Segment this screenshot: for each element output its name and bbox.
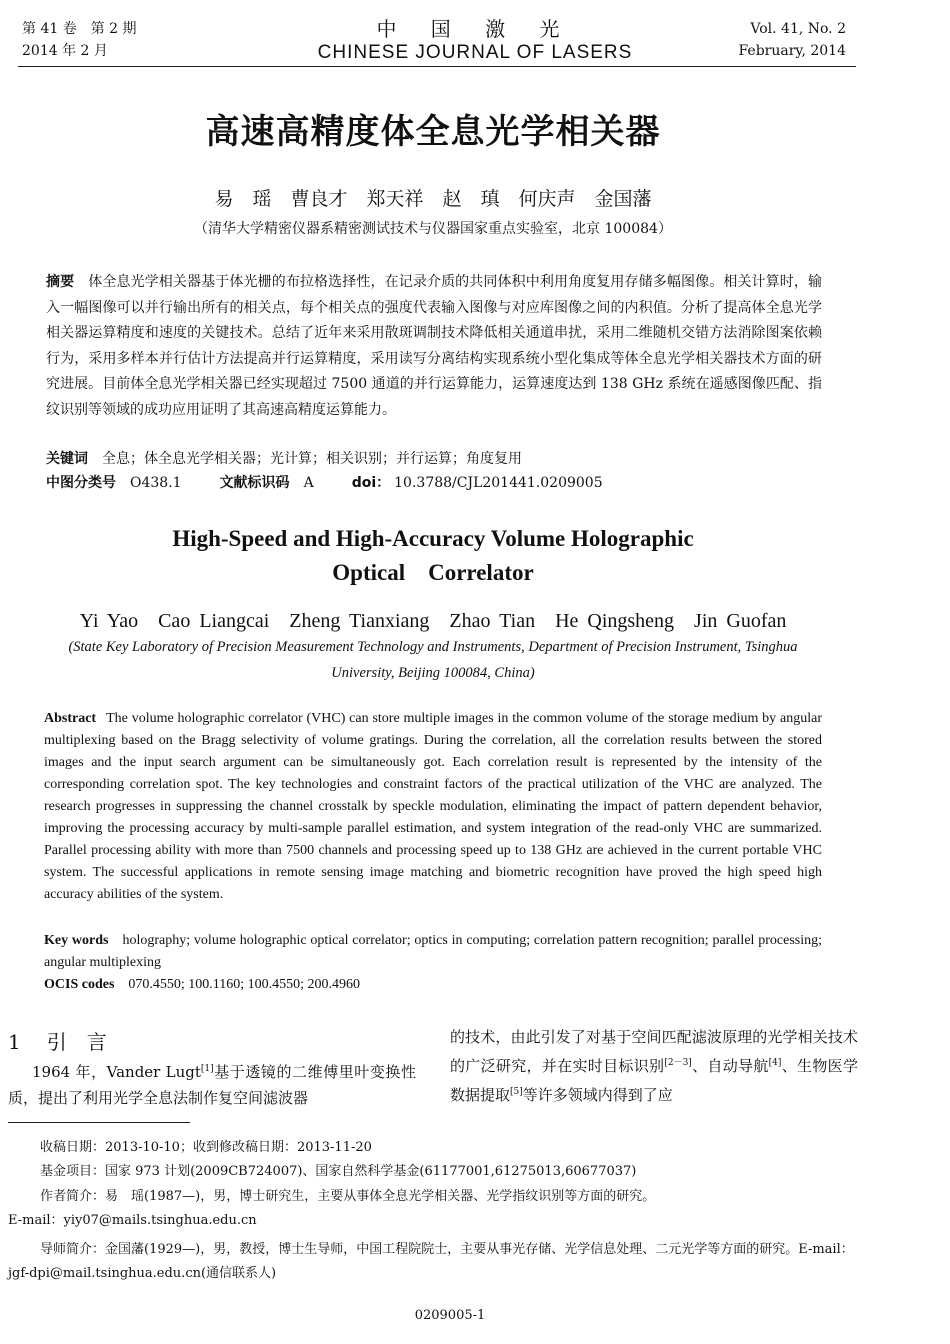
- keywords-zh: [46, 448, 822, 470]
- footnote-received-text: 收稿日期：2013-10-10；收到修改稿日期：2013-11-20: [40, 1140, 372, 1155]
- abstract-en-text: The volume holographic correlator (VHC) can store multiple images in the common volume of the storage medium by angular multiplexing based on the Bragg selectivity of volume gratings. During the correlation, all the correlation results between the stored images and the input search argument can be simultaneously got. Each correlation result is represented by the intensity of the corresponding correlation spot. The key technologies and constraint factors of the practical utilization of the VHC are analyzed. The research progresses in suppressing the channel crosstalk by speckle modulation, eliminating the impact of pattern dependent behavior, improving the processing accuracy by multi-sample parallel estimation, and system integration of the read-only VHC are summarized. Parallel processing ability with more than 7500 channels and processing speed up to 138 GHz are achieved in the current portable VHC system. The successful applications in remote sensing image matching and biometric recognition have proved the high speed high accuracy abilities of the system.: [44, 711, 822, 902]
- journal-title-en: CHINESE JOURNAL OF LASERS: [317, 42, 633, 63]
- intro-right-text-d: 等许多领域内得到了应: [522, 1086, 673, 1104]
- footnote-advisor-text: 导师简介：金国藩(1929—)，男，教授，博士生导师，中国工程院院士，主要从事光存储、光学信息处理、二元光学等方面的研究。E-mail：jgf-dpi@mail.tsinghua.edu.cn(通信联系人): [8, 1242, 854, 1281]
- intro-left-text-a: 1964 年，Vander Lugt: [32, 1063, 201, 1081]
- keywords-en-text: holography; volume holographic optical correlator; optics in computing; correlation pattern recognition; parallel processing; angular multiplexing: [44, 933, 822, 970]
- abstract-en: [44, 708, 822, 906]
- header-right: [738, 18, 846, 62]
- authors-zh: 易 瑶 曹良才 郑天祥 赵 瑱 何庆声 金国藩: [214, 188, 652, 210]
- paper-title-zh: 高速高精度体全息光学相关器: [205, 112, 661, 152]
- volume-en: Vol. 41, No. 2: [750, 21, 846, 37]
- keywords-en: [44, 930, 822, 974]
- doc-label: 文献标识码: [219, 475, 290, 491]
- affiliation-en: (State Key Laboratory of Precision Measurement Technology and Instruments, Department of Precision Instrument, Tsinghua University, Beijing 100084, China): [68, 639, 798, 681]
- section-heading: [8, 1026, 133, 1055]
- intro-left-text-b: 基于透镜的二维傅里叶变换性质，提出了利用光学全息法制作复空间滤波器: [8, 1063, 416, 1107]
- header-center: [270, 16, 680, 64]
- intro-right-text-b: 、自动导航: [691, 1057, 769, 1075]
- paper-title-en-line1: High-Speed and High-Accuracy Volume Holographic: [172, 526, 694, 551]
- footnote-received: [8, 1136, 868, 1160]
- footnote-fund: [8, 1160, 868, 1184]
- footnote-advisor: [8, 1238, 868, 1286]
- paper-title-en: [0, 522, 866, 590]
- clc-label: 中图分类号: [46, 475, 116, 491]
- journal-title-zh: 中 国 激 光: [376, 17, 574, 41]
- citation-5: [5]: [510, 1087, 523, 1097]
- footnote-author: [8, 1185, 868, 1233]
- section-number: 1: [8, 1030, 21, 1054]
- doc-value: A: [303, 475, 314, 491]
- citation-1: [1]: [200, 1064, 214, 1074]
- footnote-rule: [8, 1122, 190, 1123]
- header-left: [22, 18, 137, 62]
- date-zh: 2014 年 2 月: [22, 43, 108, 59]
- volume-zh: 第 41 卷 第 2 期: [22, 21, 137, 37]
- ocis-label: OCIS codes: [44, 977, 115, 992]
- abstract-zh: [46, 270, 822, 423]
- header-rule: [18, 66, 856, 67]
- keywords-zh-text: 全息；体全息光学相关器；光计算；相关识别；并行运算；角度复用: [102, 451, 522, 467]
- footnote-fund-text: 基金项目：国家 973 计划(2009CB724007)、国家自然科学基金(61177001,61275013,60677037): [40, 1164, 637, 1179]
- ocis-codes: [44, 974, 822, 996]
- footnote-author-text: 作者简介：易 瑶(1987—)，男，博士研究生，主要从事体全息光学相关器、光学指纹识别等方面的研究。: [40, 1189, 656, 1204]
- abstract-zh-label: 摘要: [46, 274, 75, 290]
- authors-en: Yi Yao Cao Liangcai Zheng Tianxiang Zhao Tian He Qingsheng Jin Guofan: [79, 610, 787, 632]
- date-en: February, 2014: [738, 43, 846, 59]
- keywords-zh-label: 关键词: [46, 451, 88, 467]
- abstract-zh-text: 体全息光学相关器基于体光栅的布拉格选择性，在记录介质的共同体积中利用角度复用存储多幅图像。相关计算时，输入一幅图像可以并行输出所有的相关点，每个相关点的强度代表输入图像与对应库图像之间的内积值。分析了提高体全息光学相关器运算精度和速度的关键技术。总结了近年来采用散斑调制技术降低相关通道串扰，采用二维随机交错方法消除图案依赖行为，采用多样本并行估计方法提高并行运算精度，采用读写分离结构实现系统小型化集成等体全息光学相关器技术方面的研究进展。目前体全息光学相关器已经实现超过 7500 通道的并行运算能力，运算速度达到 138 GHz 系统在遥感图像匹配、指纹识别等领域的成功应用证明了其高速高精度运算能力。: [46, 274, 823, 418]
- intro-right-text-a: 的技术，由此引发了对基于空间匹配滤波原理的光学相关技术的广泛研究，并在实时目标识别: [450, 1028, 858, 1075]
- clc-value: O438.1: [130, 475, 182, 491]
- body-right-column: [450, 1024, 858, 1108]
- footnote-author-email: E-mail：yiy07@mails.tsinghua.edu.cn: [8, 1213, 257, 1228]
- citation-4: [4]: [768, 1058, 782, 1068]
- citation-2-3: [2－3]: [664, 1058, 692, 1068]
- affiliation-zh: （清华大学精密仪器系精密测试技术与仪器国家重点实验室，北京 100084）: [194, 221, 672, 237]
- doi-label: doi：: [351, 475, 391, 491]
- section-title: 引 言: [46, 1030, 107, 1054]
- paper-title-en-line2: Optical Correlator: [332, 560, 534, 585]
- body-left-column: [8, 1056, 416, 1111]
- keywords-en-label: Key words: [44, 933, 109, 948]
- page-number: 0209005-1: [414, 1308, 486, 1323]
- doi-value: 10.3788/CJL201441.0209005: [394, 475, 603, 491]
- abstract-en-label: Abstract: [44, 711, 97, 726]
- classification-zh: [46, 472, 822, 494]
- intro-right-text-c: 、生物医学数据提取: [450, 1057, 858, 1104]
- ocis-text: 070.4550; 100.1160; 100.4550; 200.4960: [128, 977, 361, 992]
